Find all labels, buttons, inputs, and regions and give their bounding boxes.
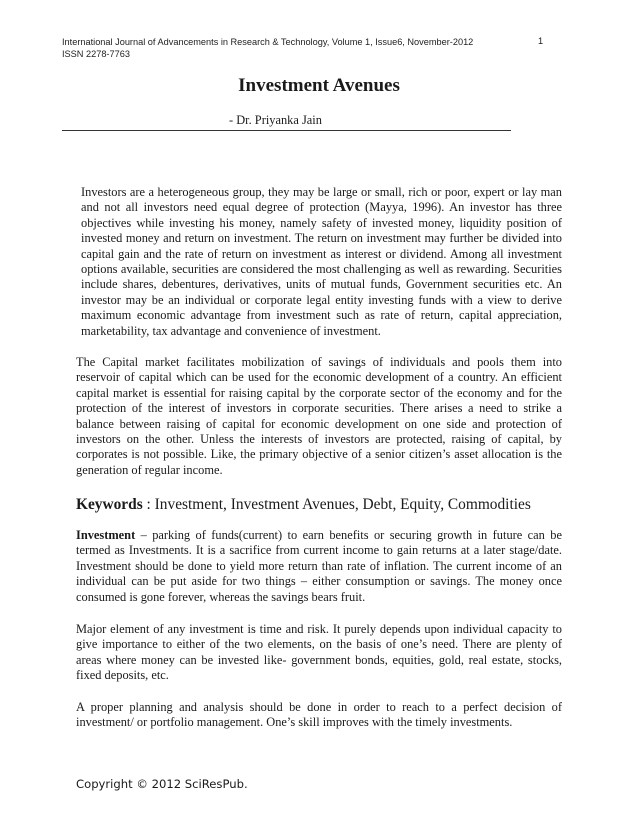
keywords-label: Keywords	[76, 496, 143, 513]
page-number: 1	[538, 36, 544, 46]
keywords-text: : Investment, Investment Avenues, Debt, Equity, Commodities	[142, 496, 531, 513]
keywords	[76, 496, 562, 514]
paper-title: Investment Avenues	[238, 75, 400, 96]
planning-paragraph: A proper planning and analysis should be done in order to reach to a perfect decision of investment/ or portfolio management. One’s skill improves with the timely investments.	[76, 700, 562, 730]
capital-market-paragraph: The Capital market facilitates mobilization of savings of individuals and pools them into reservoir of capital which can be used for the economic development of a country. An efficient capital market is essential for raising capital by the corporate sector of the economy and for the protection of the interest of investors in corporate securities. There arises a need to strike a balance between raising of capital for economic development on one side and protection of investors on the other. Unless the interests of investors are protected, raising of capital, by corporates is not possible. Like, the primary objective of a senior citizen’s asset allocation is the generation of regular income.	[76, 355, 562, 477]
author: - Dr. Priyanka Jain	[229, 113, 322, 127]
investment-paragraph	[76, 528, 562, 605]
header-divider	[62, 130, 511, 131]
journal-header	[62, 36, 473, 60]
abstract-paragraph: Investors are a heterogeneous group, they may be large or small, rich or poor, expert or lay man and not all investors need equal degree of protection (Mayya, 1996). An investor has three objectives while investing his money, namely safety of invested money, liquidity position of invested money and return on investment. The return on investment may further be divided into capital gain and the rate of return on investment as interest or dividend. Among all investment options available, securities are considered the most challenging as well as rewarding. Securities include shares, debentures, derivatives, units of mutual funds, Government securities etc. An investor may be an individual or corporate legal entity investing funds with a view to derive maximum economic advantage from investment such as rate of return, capital appreciation, marketability, tax advantage and convenience of investment.	[81, 185, 562, 338]
investment-definition: – parking of funds(current) to earn benefits or securing growth in future can be termed as Investments. It is a sacrifice from current income to gain returns at a later stage/date. Investment should be done to yield more return than rate of inflation. The current income of an individual can be put aside for two things – either consumption or savings. The money once consumed is gone forever, whereas the savings bears fruit.	[76, 528, 562, 604]
journal-citation: International Journal of Advancements in Research & Technology, Volume 1, Issue6, November-2012	[62, 37, 474, 47]
investment-term: Investment	[76, 528, 136, 542]
copyright-footer: Copyright © 2012 SciResPub.	[76, 777, 248, 791]
issn: ISSN 2278-7763	[62, 49, 130, 59]
major-element-paragraph: Major element of any investment is time and risk. It purely depends upon individual capacity to give importance to either of the two elements, on the basis of one’s need. There are plenty of areas where money can be invested like- government bonds, equities, gold, real estate, stocks, fixed deposits, etc.	[76, 622, 562, 683]
